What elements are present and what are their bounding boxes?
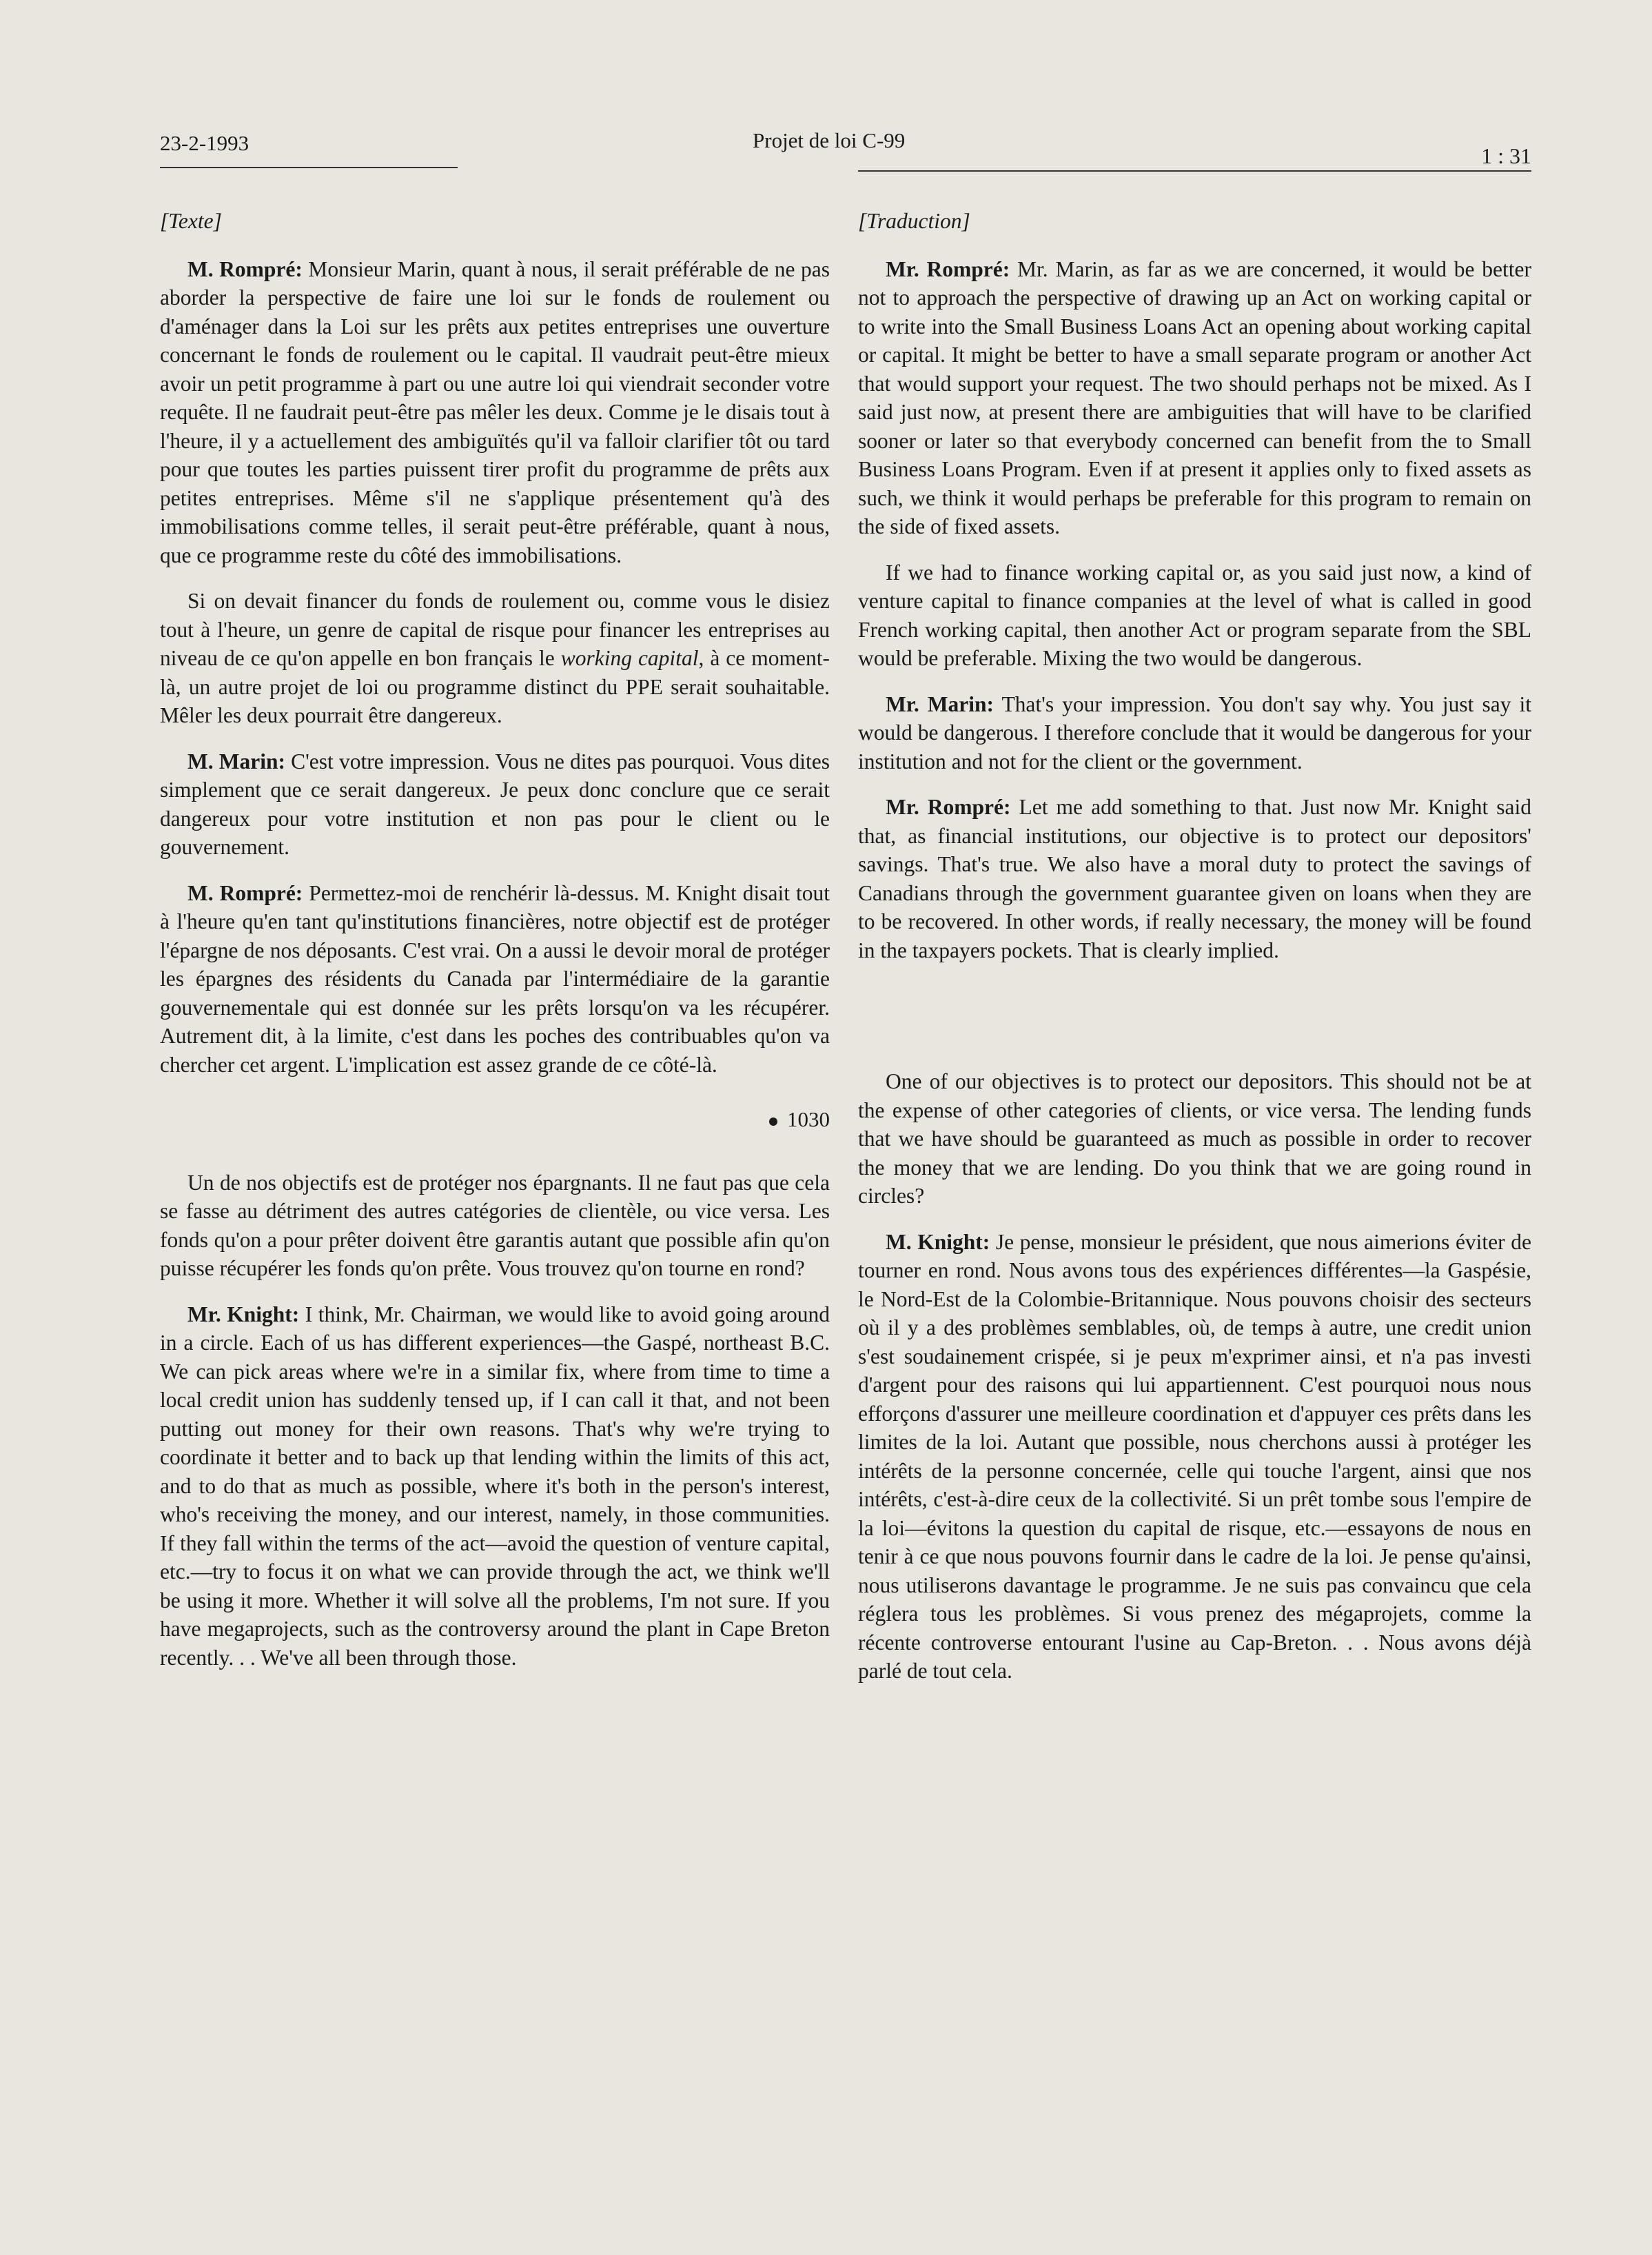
column-tag: [Traduction] <box>858 209 970 233</box>
time-marker-text: 1030 <box>787 1107 830 1131</box>
paragraph <box>160 879 830 1080</box>
bullet-icon <box>769 1118 777 1126</box>
speaker-name: M. Marin: <box>187 749 285 773</box>
paragraph-text: That's your impression. You don't say why. You just say it would be dangerous. I therefore conclude that it would be dangerous for your institution and not for the client or the government. <box>858 691 1531 773</box>
speaker-name: Mr. Rompré: <box>886 256 1010 281</box>
paragraph-text: Mr. Marin, as far as we are concerned, it would be better not to approach the perspective of drawing up an Act on working capital or to write into the Small Business Loans Act an opening about working capital or capital. It might be better to have a small separate program or another Act that would support your request. The two should perhaps not be mixed. As I said just now, at present there are ambiguities that will have to be clarified sooner or later so that everybody concerned can benefit from the to Small Business Loans Program. Even if at present it applies only to fixed assets as such, we think it would perhaps be preferable for this program to remain on the side of fixed assets. <box>858 256 1532 538</box>
paragraph <box>160 255 830 570</box>
speaker-name: M. Rompré: <box>187 880 303 905</box>
paragraph-text: Un de nos objectifs est de protéger nos épargnants. Il ne faut pas que cela se fasse au détriment des autres catégories de clientèle, ou vice versa. Les fonds qu'on a pour prêter doivent être garantis autant que possible afin qu'on puisse récupérer les fonds qu'on prête. Vous trouvez qu'on tourne en rond? <box>160 1170 830 1280</box>
header-date: 23-2-1993 <box>160 131 249 155</box>
paragraph-text: Monsieur Marin, quant à nous, il serait préférable de ne pas aborder la perspective de faire une loi sur le fonds de roulement ou d'aménager dans la Loi sur les prêts aux petites entreprises une ouverture concernant le fonds de roulement ou le capital. Il vaudrait peut-être mieux avoir un petit programme à part ou une autre loi qui viendrait seconder votre requête. Il ne faudrait peut-être pas mêler les deux. Comme je le disais tout à l'heure, il y a actuellement des ambiguïtés qu'il va falloir clarifier tôt ou tard pour que toutes les parties puissent tirer profit du programme de prêts aux petites entreprises. Même s'il ne s'applique présentement qu'à des immobilisations comme telles, il serait peut-être préférable, quant à nous, que ce programme reste du côté des immobilisations. <box>160 256 830 567</box>
italic-term: working capital <box>560 646 699 670</box>
column-spacer <box>858 982 1531 1067</box>
paragraph <box>858 690 1531 776</box>
paragraph <box>858 255 1531 541</box>
page-header <box>160 128 1531 170</box>
time-marker <box>160 1105 830 1134</box>
paragraph-text: I think, Mr. Chairman, we would like to avoid going around in a circle. Each of us has different experiences—the Gaspé, northeast B.C. We can pick areas where we're in a similar fix, where from time to time a local credit union has suddenly tensed up, if I can call it that, and not been putting out money for their own reasons. That's why we're trying to coordinate it better and to back up that lending within the limits of this act, and to do that as much as possible, where it's both in the person's interest, who's receiving the money, and our interest, namely, in those communities. If they fall within the terms of the act—avoid the question of venture capital, etc.—try to focus it on what we can provide through the act, we think we'll be using it more. Whether it will solve all the problems, I'm not sure. If you have megaprojects, such as the controversy around the plant in Cape Breton recently. . . We've all been through those. <box>160 1302 830 1670</box>
speaker-name: M. Rompré: <box>187 256 303 281</box>
header-page-number: 1 : 31 <box>1481 143 1531 168</box>
paragraph <box>160 1169 830 1283</box>
paragraph-text: If we had to finance working capital or, as you said just now, a kind of venture capital to finance companies at the level of what is called in good French working capital, then another Act or program separate from the SBL would be preferable. Mixing the two would be dangerous. <box>858 560 1531 670</box>
paragraph-text: Si on devait financer du fonds de roulement ou, comme vous le disiez tout à l'heure, un genre de capital de risque pour financer les entreprises au niveau de ce qu'on appelle en bon français le <box>160 589 830 670</box>
speaker-name: M. Knight: <box>886 1229 990 1254</box>
header-rule-left <box>160 167 458 168</box>
speaker-name: Mr. Knight: <box>187 1302 300 1326</box>
paragraph <box>160 1300 830 1672</box>
paragraph <box>858 1228 1531 1686</box>
paragraph-text: Let me add something to that. Just now Mr. Knight said that, as financial institutions, our objective is to protect our depositors' savings. That's true. We also have a moral duty to protect the savings of Canadians through the government guarantee given on loans when they are to be recovered. In other words, if really necessary, the money will be found in the taxpayers pockets. That is clearly implied. <box>858 795 1531 962</box>
column-tag: [Texte] <box>160 209 222 233</box>
english-column <box>858 207 1531 1703</box>
french-column <box>160 207 830 1689</box>
paragraph <box>858 1067 1531 1211</box>
paragraph-text: One of our objectives is to protect our depositors. This should not be at the expense of other categories of clients, or vice versa. The lending funds that we have should be guaranteed as much as possible in order to recover the money that we are lending. Do you think that we are going round in circles? <box>858 1069 1531 1208</box>
header-rule-right <box>858 170 1531 172</box>
paragraph-text: , à ce moment-là, un autre projet de loi ou programme distinct du PPE serait souhaitable. Mêler les deux pourrait être dangereux. <box>160 646 830 727</box>
paragraph-text: Permettez-moi de renchérir là-dessus. M. Knight disait tout à l'heure qu'en tant qu'institutions financières, notre objectif est de protéger l'épargne de nos déposants. C'est vrai. On a aussi le devoir moral de protéger les épargnes des résidents du Canada par l'intermédiaire de la garantie gouvernementale qui est donnée sur les prêts lorsqu'on va les récupérer. Autrement dit, à la limite, c'est dans les poches des contribuables qu'on va chercher cet argent. L'implication est assez grande de ce côté-là. <box>160 880 830 1077</box>
paragraph-text: Je pense, monsieur le président, que nous aimerions éviter de tourner en rond. Nous avons tous des expériences différentes—la Gaspésie, le Nord-Est de la Colombie-Britannique. Nous pouvons choisir des secteurs où il y a des problèmes semblables, où, de temps à autre, une credit union s'est soudainement crispée, si je peux m'exprimer ainsi, et n'a pas investi d'argent pour des raisons qui lui appartiennent. C'est pourquoi nous nous efforçons d'assurer une meilleure coordination et d'appuyer ces prêts dans les limites de la loi. Autant que possible, nous cherchons aussi à protéger les intérêts de la personne concernée, celle qui touche l'argent, ainsi que nos intérêts, c'est-à-dire ceux de la collectivité. Si un prêt tombe sous l'empire de la loi—évitons la question du capital de risque, etc.—essayons de nous en tenir à ce que nous pouvons fournir dans le cadre de la loi. Je pense qu'ainsi, nous utiliserons davantage le programme. Je ne suis pas convaincu que cela réglera tous les problèmes. Si vous prenez des mégaprojets, comme la récente controverse entourant l'usine au Cap-Breton. . . Nous avons déjà parlé de tout cela. <box>858 1229 1531 1683</box>
paragraph <box>858 558 1531 673</box>
paragraph <box>858 793 1531 964</box>
speaker-name: Mr. Rompré: <box>886 795 1011 819</box>
paragraph <box>160 747 830 862</box>
speaker-name: Mr. Marin: <box>886 691 994 716</box>
header-title: Projet de loi C-99 <box>753 128 906 152</box>
paragraph <box>160 587 830 730</box>
paragraph-text: C'est votre impression. Vous ne dites pas pourquoi. Vous dites simplement que ce serait dangereux. Je peux donc conclure que ce serait dangereux pour votre institution et non pas pour le client ou le gouvernement. <box>160 749 830 859</box>
